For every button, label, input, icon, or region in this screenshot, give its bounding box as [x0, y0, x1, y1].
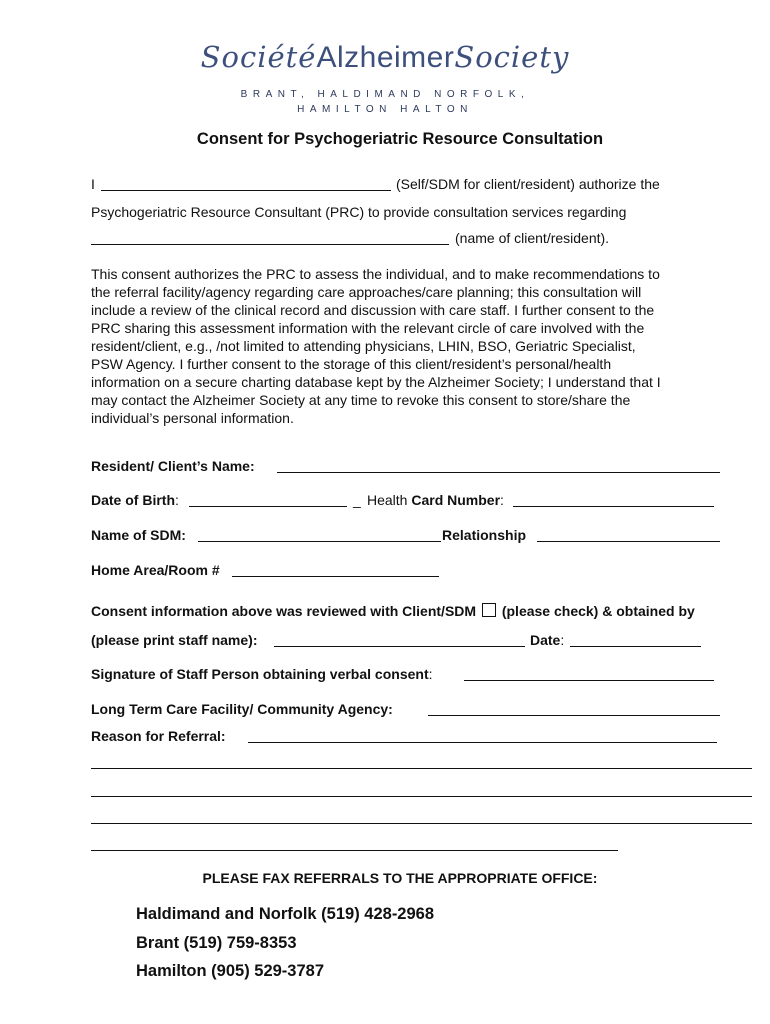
reason-label: Reason for Referral:: [91, 728, 226, 744]
reason-extra-line[interactable]: [91, 823, 752, 824]
client-resident-name-line[interactable]: [91, 244, 449, 245]
sdm-name-label: Name of SDM:: [91, 527, 186, 543]
signature-colon: :: [428, 666, 433, 682]
paragraph-line: individual’s personal information.: [91, 410, 294, 426]
card-colon: :: [500, 492, 504, 508]
signature-label: Signature of Staff Person obtaining verbal consent: [91, 666, 429, 682]
dob-line[interactable]: [189, 506, 347, 507]
facility-line[interactable]: [428, 715, 720, 716]
intro-i: I: [91, 176, 95, 192]
logo-tagline-1: BRANT, HALDIMAND NORFOLK,: [240, 89, 530, 100]
home-area-label: Home Area/Room #: [91, 562, 220, 578]
paragraph-line: This consent authorizes the PRC to assess the individual, and to make recommendations to: [91, 266, 660, 282]
dob-colon: :: [175, 492, 179, 508]
paragraph-line: may contact the Alzheimer Society at any time to revoke this consent to store/share the: [91, 392, 631, 408]
consent-reviewed-label: Consent information above was reviewed with Client/SDM: [91, 603, 477, 619]
staff-name-label: (please print staff name):: [91, 632, 258, 648]
intro-name-of: (name of client/resident).: [455, 230, 610, 246]
staff-name-line[interactable]: [274, 646, 525, 647]
office-brant: Brant (519) 759-8353: [136, 934, 297, 952]
facility-label: Long Term Care Facility/ Community Agency:: [91, 701, 393, 717]
signature-line[interactable]: [464, 680, 714, 681]
office-hamilton: Hamilton (905) 529-3787: [136, 962, 325, 980]
paragraph-line: include a review of the clinical record and discussion with care staff. I further consent to the: [91, 302, 655, 318]
consent-reviewed-label-2: (please check) & obtained by: [501, 603, 695, 619]
resident-name-line[interactable]: [277, 472, 720, 473]
intro-line-2: Psychogeriatric Resource Consultant (PRC) to provide consultation services regarding: [91, 204, 627, 220]
reason-extra-line[interactable]: [91, 768, 752, 769]
logo-society: Society: [454, 40, 570, 74]
reason-line[interactable]: [248, 742, 717, 743]
office-haldimand-norfolk: Haldimand and Norfolk (519) 428-2968: [136, 905, 435, 923]
logo-tagline-2: HAMILTON HALTON: [297, 104, 473, 115]
form-title: Consent for Psychogeriatric Resource Consultation: [196, 130, 604, 148]
alzheimer-society-logo: [0, 40, 770, 75]
relationship-label: Relationship: [442, 527, 527, 543]
paragraph-line: the referral facility/agency regarding care approaches/care planning; this consultation will: [91, 284, 642, 300]
paragraph-line: resident/client, e.g., /not limited to attending physicians, LHIN, BSO, Geriatric Specialist,: [91, 338, 636, 354]
date-line[interactable]: [570, 646, 701, 647]
self-sdm-name-line[interactable]: [101, 190, 391, 191]
reason-extra-line[interactable]: [91, 796, 752, 797]
logo-societe: Société: [200, 40, 317, 74]
paragraph-line: information on a secure charting database kept by the Alzheimer Society; I understand that I: [91, 374, 661, 390]
relationship-line[interactable]: [537, 541, 720, 542]
health-card-line[interactable]: [513, 506, 714, 507]
paragraph-line: PSW Agency. I further consent to the storage of this client/resident’s personal/health: [91, 356, 612, 372]
date-label: Date: [530, 632, 561, 648]
logo-alzheimer: Alzheimer: [316, 41, 455, 74]
sdm-name-line[interactable]: [198, 541, 441, 542]
consent-paragraph: [91, 265, 711, 427]
card-number-label: Card Number: [411, 492, 501, 508]
health-label: Health: [367, 492, 408, 508]
dob-underscore: _: [353, 492, 361, 508]
intro-authorize: (Self/SDM for client/resident) authorize the: [396, 176, 660, 192]
fax-heading: PLEASE FAX REFERRALS TO THE APPROPRIATE OFFICE:: [202, 870, 598, 886]
date-colon: :: [560, 632, 565, 648]
reason-extra-line[interactable]: [91, 850, 618, 851]
home-area-line[interactable]: [232, 576, 439, 577]
dob-label: Date of Birth: [91, 492, 175, 508]
resident-name-label: Resident/ Client’s Name:: [91, 458, 255, 474]
consent-reviewed-checkbox[interactable]: [482, 603, 496, 617]
paragraph-line: PRC sharing this assessment information with the relevant circle of care involved with the: [91, 320, 645, 336]
